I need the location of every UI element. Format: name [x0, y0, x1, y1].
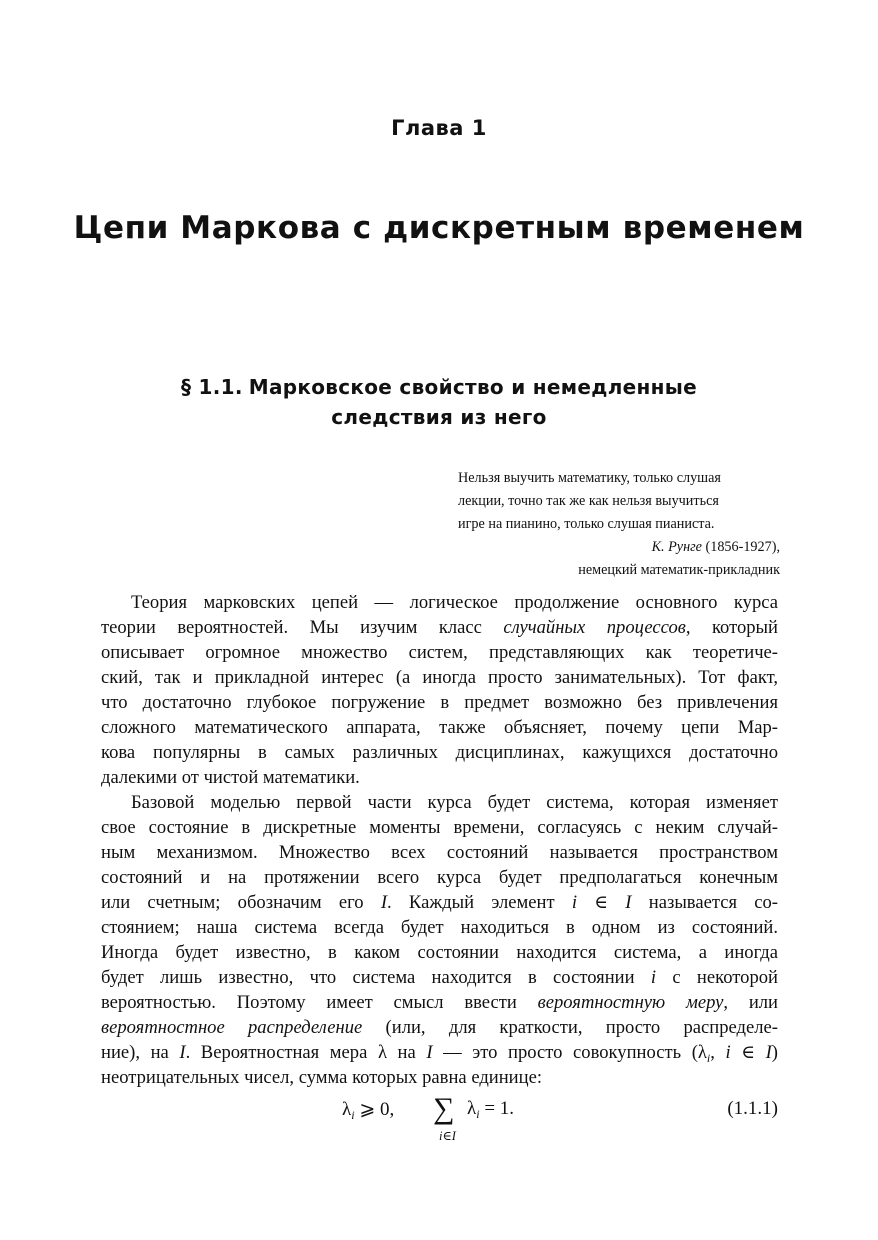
emphasis-term: вероятностное распределение — [101, 1017, 363, 1038]
section-title — [0, 372, 878, 432]
epigraph-quote-line: Нельзя выучить математику, только слушая — [458, 470, 721, 486]
math-expression: i ∈ I — [571, 892, 632, 913]
text-run: , — [710, 1042, 726, 1063]
epigraph-quote-line: игре на пианино, только слушая пианиста. — [458, 516, 715, 532]
emphasis-term: вероятностную меру — [537, 992, 724, 1013]
text-line: Иногда будет известно, в каком состоянии находится система, а иногда — [101, 942, 778, 963]
epigraph-role: немецкий математик-прикладник — [578, 562, 780, 578]
text-run: с некоторой — [656, 967, 778, 988]
equation-lhs — [342, 1098, 394, 1123]
equation-rhs — [467, 1098, 514, 1122]
math-symbol: λ — [342, 1099, 352, 1120]
math-relation: = 1. — [479, 1098, 515, 1119]
text-line: свое состояние в дискретные моменты времени, согласуясь с неким случай- — [101, 817, 778, 838]
math-symbol: λ — [467, 1098, 477, 1119]
text-line — [101, 965, 778, 990]
text-line: неотрицательных чисел, сумма которых равна единице: — [101, 1067, 543, 1088]
text-line: Теория марковских цепей — логическое продолжение основного курса — [131, 592, 778, 613]
epigraph-attribution — [458, 536, 780, 559]
math-symbol: I — [179, 1042, 186, 1063]
section-title-line1 — [0, 372, 878, 402]
text-line: кова популярны в самых различных дисциплинах, кажущихся достаточно — [101, 742, 778, 763]
text-run: называется со- — [631, 892, 779, 913]
text-line: состояний и на протяжении всего курса будет предполагаться конечным — [101, 867, 778, 888]
text-run: будет лишь известно, что система находится в состоянии — [101, 967, 651, 988]
text-run: — это просто совокупность (λ — [432, 1042, 707, 1063]
text-run: или счетным; обозначим его — [101, 892, 381, 913]
text-run: вероятностью. Поэтому имеет смысл ввести — [101, 992, 538, 1013]
text-line — [101, 615, 778, 640]
text-line — [101, 990, 778, 1015]
epigraph-years: (1856-1927), — [701, 539, 780, 555]
sum-index: i∈I — [439, 1129, 456, 1143]
text-run: , или — [723, 992, 778, 1013]
text-line: описывает огромное множество систем, представляющих как теоретиче- — [101, 642, 778, 663]
text-run: (или, для краткости, просто распределе- — [362, 1017, 778, 1038]
math-subscript: i — [706, 1051, 711, 1065]
text-run: . Вероятностная мера λ на — [185, 1042, 427, 1063]
epigraph-quote-line: лекции, точно так же как нельзя выучиться — [458, 493, 719, 509]
text-line: ным механизмом. Множество всех состояний называется пространством — [101, 842, 778, 863]
text-line: далекими от чистой математики. — [101, 767, 360, 788]
math-symbol: I — [380, 892, 388, 913]
text-line: что достаточно глубокое погружение в предмет возможно без привлечения — [101, 692, 778, 713]
text-line — [101, 1015, 778, 1040]
section-title-text: Марковское свойство и немедленные — [248, 375, 698, 399]
text-line — [101, 890, 778, 915]
equation-number: (1.1.1) — [727, 1098, 778, 1119]
text-run: ) — [771, 1042, 778, 1063]
display-equation — [101, 1092, 778, 1158]
epigraph — [458, 467, 780, 582]
epigraph-author: К. Рунге — [651, 539, 702, 555]
text-line: сложного математического аппарата, также объясняет, почему цепи Мар- — [101, 717, 778, 738]
math-subscript: i — [351, 1108, 355, 1122]
text-line — [101, 1040, 778, 1065]
chapter-label: Глава 1 — [391, 116, 487, 140]
math-expression: i ∈ I — [725, 1042, 772, 1063]
text-run: . Каждый элемент — [387, 892, 572, 913]
chapter-title: Цепи Маркова с дискретным временем — [73, 210, 805, 246]
section-number: § 1.1. — [180, 375, 243, 399]
body-text — [101, 590, 778, 1090]
math-subscript: i — [476, 1107, 480, 1121]
emphasis-term: случайных процессов — [503, 617, 686, 638]
text-line: Базовой моделью первой части курса будет система, которая изменяет — [131, 792, 778, 813]
text-run: ние), на — [101, 1042, 180, 1063]
text-run: , который — [685, 617, 779, 638]
math-symbol: i — [650, 967, 657, 988]
text-run: теории вероятностей. Мы изучим класс — [101, 617, 504, 638]
section-title-line2: следствия из него — [331, 405, 547, 429]
math-relation: ⩾ 0, — [354, 1099, 395, 1120]
sum-symbol: ∑ — [433, 1092, 455, 1125]
text-line: стоянием; наша система всегда будет находиться в одном из состояний. — [101, 917, 778, 938]
math-symbol: I — [426, 1042, 433, 1063]
text-line: ский, так и прикладной интерес (а иногда просто занимательных). Тот факт, — [101, 667, 778, 688]
